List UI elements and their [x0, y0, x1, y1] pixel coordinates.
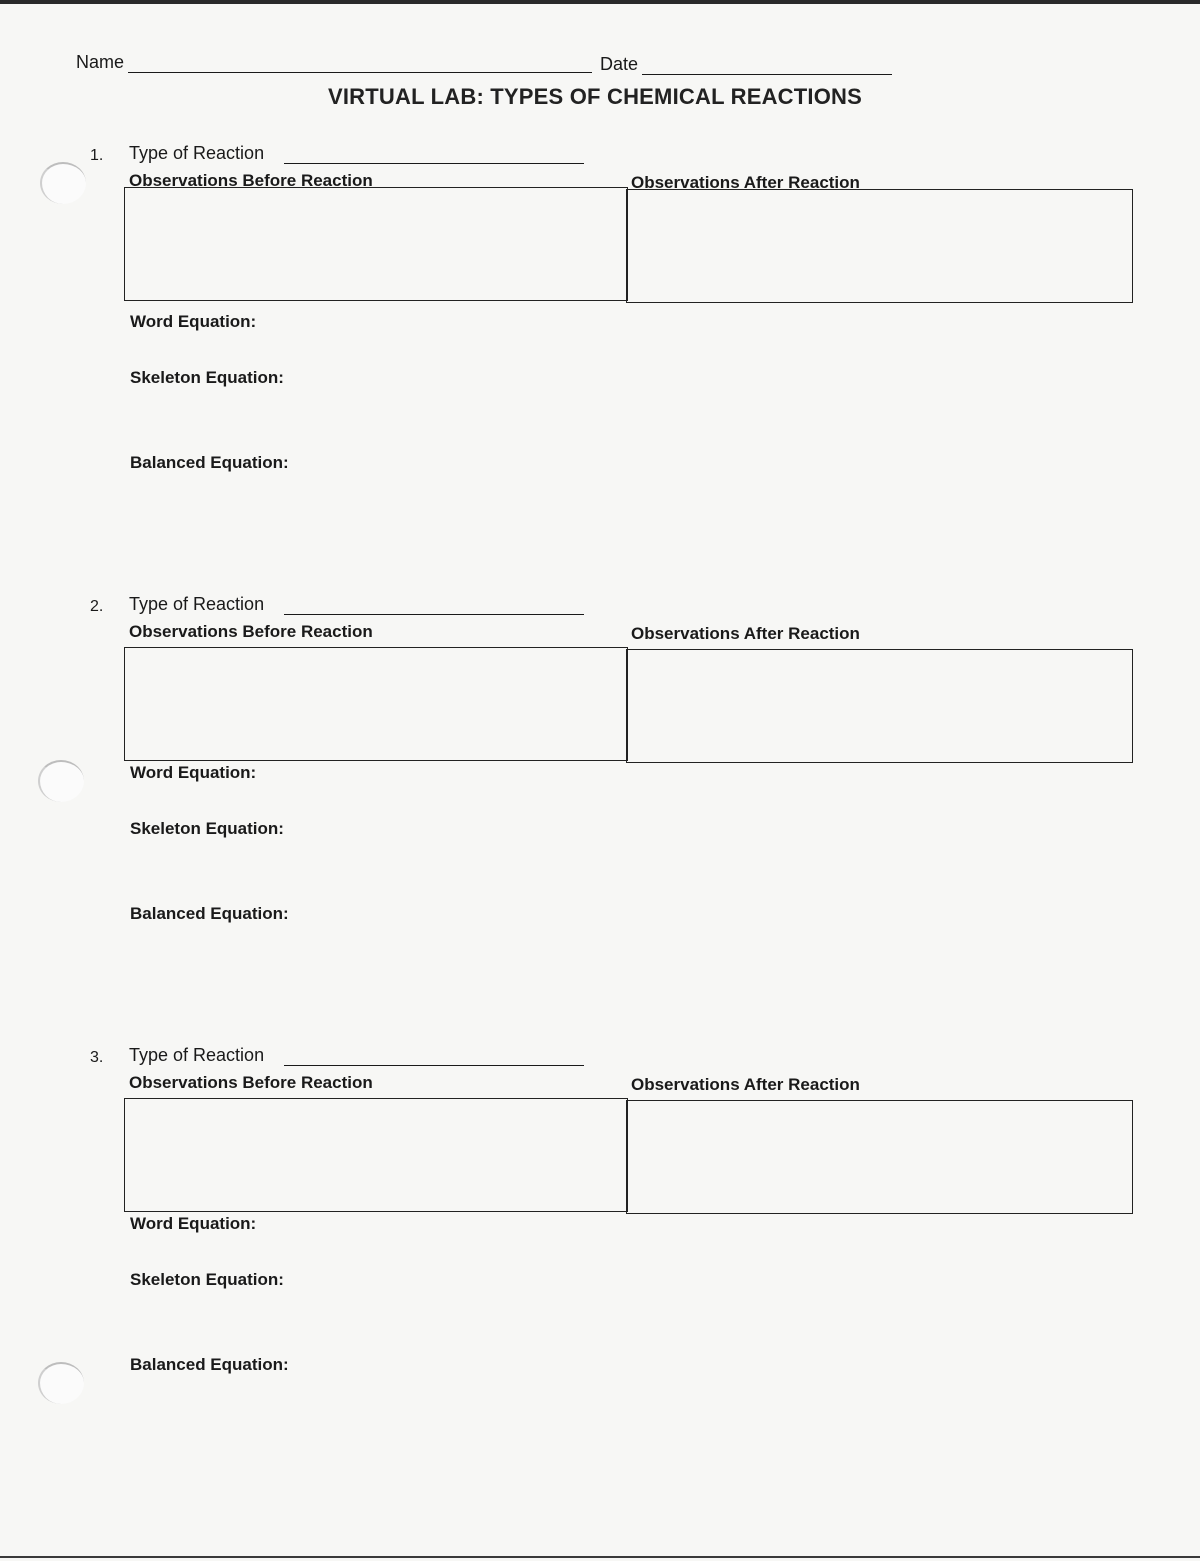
page-title: VIRTUAL LAB: TYPES OF CHEMICAL REACTIONS [328, 84, 862, 109]
observations-before-box[interactable] [124, 647, 628, 761]
type-of-reaction-field[interactable] [284, 163, 584, 164]
section-number: 2. [90, 598, 104, 615]
skeleton-equation-label: Skeleton Equation: [130, 819, 284, 838]
date-field[interactable] [642, 74, 892, 75]
type-of-reaction-field[interactable] [284, 1065, 584, 1066]
reaction-section-2 [0, 594, 1200, 1014]
observations-after-label: Observations After Reaction [631, 173, 860, 192]
observations-before-box[interactable] [124, 1098, 628, 1212]
name-label: Name [76, 52, 125, 72]
balanced-equation-label: Balanced Equation: [130, 1355, 289, 1374]
observations-before-label: Observations Before Reaction [129, 1073, 373, 1092]
balanced-equation-label: Balanced Equation: [130, 453, 289, 472]
observations-before-label: Observations Before Reaction [129, 171, 373, 190]
type-of-reaction-label: Type of Reaction [129, 1045, 265, 1065]
reaction-section-3 [0, 1045, 1200, 1465]
type-of-reaction-label: Type of Reaction [129, 594, 265, 614]
skeleton-equation-label: Skeleton Equation: [130, 1270, 284, 1289]
section-number: 1. [90, 147, 104, 164]
word-equation-label: Word Equation: [130, 312, 257, 331]
word-equation-label: Word Equation: [130, 763, 257, 782]
type-of-reaction-label: Type of Reaction [129, 143, 265, 163]
observations-before-label: Observations Before Reaction [129, 622, 373, 641]
word-equation-label: Word Equation: [130, 1214, 257, 1233]
observations-after-box[interactable] [626, 189, 1133, 303]
observations-after-box[interactable] [626, 649, 1133, 763]
scan-bottom-edge [0, 1556, 1200, 1558]
observations-after-label: Observations After Reaction [631, 1075, 860, 1094]
skeleton-equation-label: Skeleton Equation: [130, 368, 284, 387]
section-number: 3. [90, 1049, 104, 1066]
type-of-reaction-field[interactable] [284, 614, 584, 615]
reaction-section-1 [0, 143, 1200, 563]
name-field[interactable] [128, 72, 592, 73]
date-label: Date [600, 54, 639, 74]
observations-after-label: Observations After Reaction [631, 624, 860, 643]
scan-top-edge [0, 0, 1200, 4]
balanced-equation-label: Balanced Equation: [130, 904, 289, 923]
observations-before-box[interactable] [124, 187, 628, 301]
observations-after-box[interactable] [626, 1100, 1133, 1214]
